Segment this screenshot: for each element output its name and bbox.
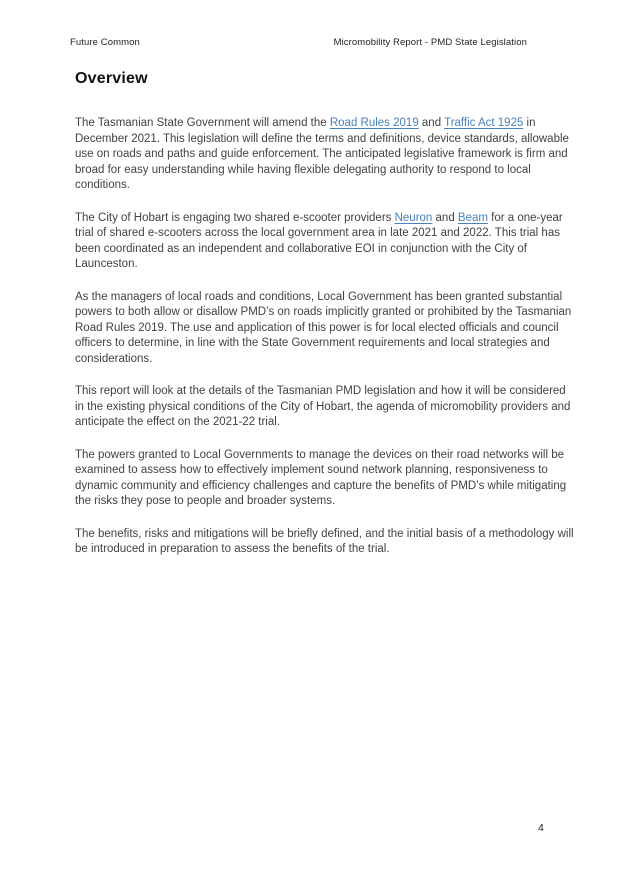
paragraph [75,384,575,431]
text-run: The benefits, risks and mitigations will be briefly defined, and the initial basis of a methodology will be introduced in preparation to assess the benefits of the trial. [75,527,574,555]
paragraph [75,116,575,194]
header-right-text: Micromobility Report - PMD State Legislation [333,37,527,48]
text-run: and [418,117,445,129]
paragraph [75,290,575,368]
text-run: for a one-year trial of shared e-scooters across the local government area in late 2021 and 2022. This trial has been coordinated as an independent and collaborative EOI in conjunction with the City of Launceston. [75,211,563,270]
text-run: in December 2021. This legislation will define the terms and definitions, device standards, allowable use on roads and paths and guide enforcement. The anticipated legislative framework is firm and broad for easy understanding while having flexible delegating authority to respond to local conditions. [75,117,569,191]
text-run: The powers granted to Local Governments to manage the devices on their road networks will be examined to assess how to effectively implement sound network planning, responsiveness to dynamic community and efficiency challenges and capture the benefits of PMD’s while mitigating the risks they pose to people and broader systems. [75,448,567,507]
text-run: This report will look at the details of the Tasmanian PMD legislation and how it will be considered in the existing physical conditions of the City of Hobart, the agenda of micromobility providers and anticipate the effect on the 2021-22 trial. [75,385,571,428]
text-run: The Tasmanian State Government will amend the [75,117,330,129]
text-run: and [432,211,458,224]
paragraph [75,448,575,510]
paragraph [75,211,575,273]
page-number: 4 [538,822,544,834]
page-header [70,37,527,49]
inline-link[interactable]: Road Rules 2019 [329,117,419,129]
inline-link[interactable]: Neuron [394,211,433,224]
page-title: Overview [75,70,148,87]
paragraphs [75,116,575,575]
paragraph [75,527,575,558]
text-run: The City of Hobart is engaging two shared e-scooter providers [75,211,395,224]
inline-link[interactable]: Traffic Act 1925 [444,117,524,129]
inline-link[interactable]: Beam [457,211,488,224]
header-left-text: Future Common [70,37,140,48]
text-run: As the managers of local roads and conditions, Local Government has been granted substantial powers to both allow or disallow PMD’s on roads implicitly granted or prohibited by the Tasmanian Road Rules 2019. The use and application of this power is for local elected officials and council officers to determine, in line with the State Government requirements and local strategies and considerations. [75,290,572,365]
